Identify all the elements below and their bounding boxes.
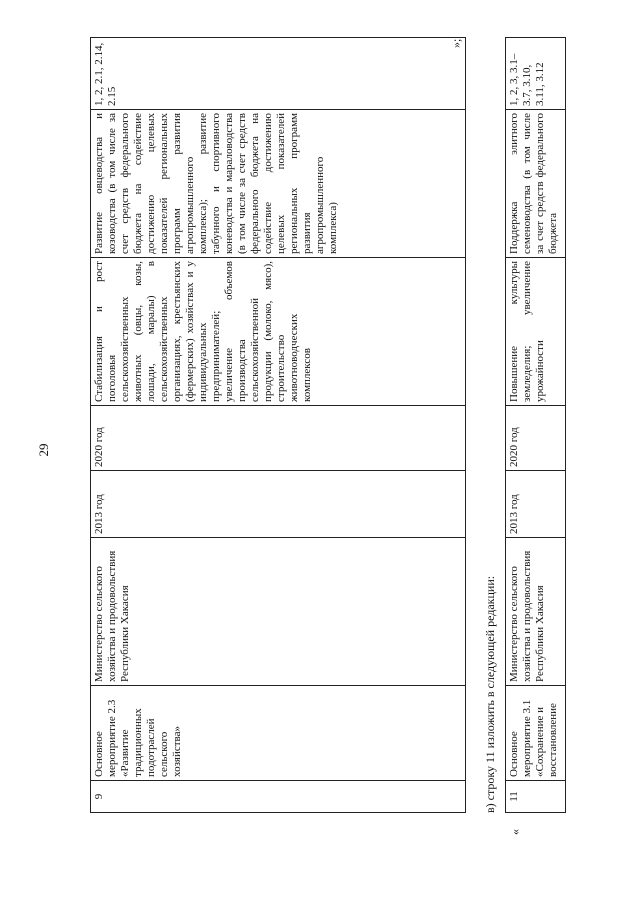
activity-name: Основное мероприятие 3.1 «Сохранение и восстановление bbox=[506, 686, 566, 781]
opening-quote: « bbox=[508, 829, 522, 835]
row-number: 11 bbox=[506, 781, 566, 813]
main-directions: Развитие овцеводства и козоводства (в том числе за счет средств федерального бюджета на содействие достижению целевых показателей региональных программ развития агропромышленного комплекса); развитие табунного и спортивного коневодства и мараловодства (в том числе за счет средств федерального бюджета на содействие достижению целевых показателей региональных программ развития агропромышленного комплекса) bbox=[91, 110, 466, 258]
start-year: 2013 год bbox=[91, 471, 466, 538]
executor: Министерство сельского хозяйства и продовольствия Республики Хакасия bbox=[506, 538, 566, 686]
expected-result: Повышение культуры земледелия; увеличение урожайности bbox=[506, 258, 566, 406]
table-row bbox=[506, 38, 566, 813]
program-table-row-9 bbox=[90, 37, 466, 813]
main-directions: Поддержка элитного семеноводства (в том числе за счет средств федерального бюджета bbox=[506, 110, 566, 258]
instruction-text: в) строку 11 изложить в следующей редакции: bbox=[483, 575, 497, 813]
expected-result: Стабилизация и рост поголовья сельскохозяйственных животных (овцы, козы, лошади, маралы) в сельскохозяйственных организациях, крестьянских (фермерских) хозяйствах и у индивидуальных предпринимателей; увеличение объемов производства сельскохозяйственной продукции (молоко, мясо), строительство животноводческих комплексов bbox=[91, 258, 466, 406]
program-table-row-11 bbox=[505, 37, 566, 813]
indicators: 1, 2, 3, 3.1–3.7, 3.10, 3.11, 3.12 bbox=[506, 38, 566, 110]
indicators: 1, 2, 2.1, 2.14, 2.15 bbox=[91, 38, 466, 110]
row-number: 9 bbox=[91, 781, 466, 813]
executor: Министерство сельского хозяйства и продовольствия Республики Хакасия bbox=[91, 538, 466, 686]
page-number: 29 bbox=[36, 443, 51, 457]
end-year: 2020 год bbox=[506, 406, 566, 471]
closing-quote: »; bbox=[449, 38, 463, 48]
table-row bbox=[91, 38, 466, 813]
activity-name: Основное мероприятие 2.3 «Развитие традиционных подотраслей сельского хозяйства» bbox=[91, 686, 466, 781]
start-year: 2013 год bbox=[506, 471, 566, 538]
end-year: 2020 год bbox=[91, 406, 466, 471]
